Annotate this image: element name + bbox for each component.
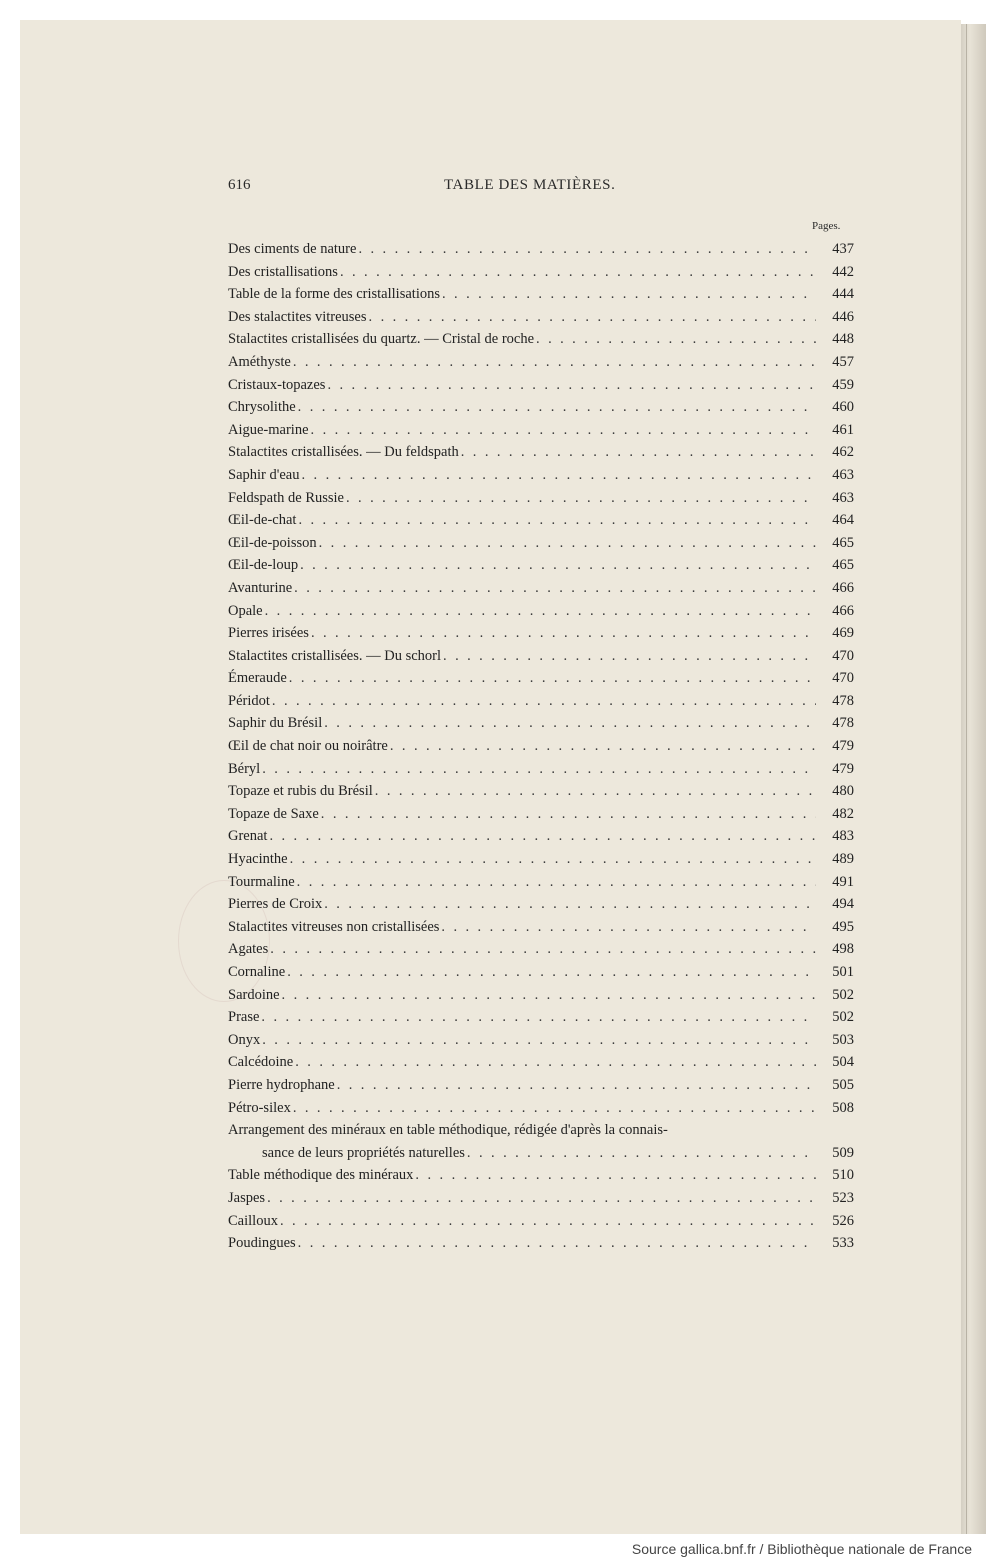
dot-leader [536,328,816,351]
toc-entry-page: 501 [832,964,854,980]
toc-entry-title: Stalactites cristallisées. — Du feldspath [228,444,459,461]
toc-entry-title: Stalactites vitreuses non cristallisées [228,918,440,935]
toc-entry-page: 448 [832,331,854,348]
dot-leader [293,1097,816,1120]
toc-entry-page: 461 [832,421,854,438]
toc-entry [228,984,854,1007]
toc-entry-title: Sardoine [228,986,280,1003]
toc-entry-page: 495 [832,918,854,935]
toc-entry-page: 459 [832,376,854,393]
toc-entry-page: 446 [832,308,854,325]
toc-entry-title: Feldspath de Russie [228,489,344,506]
dot-leader [340,261,816,284]
page-number: 616 [228,177,251,193]
toc-entry-title: Jaspes [228,1189,266,1206]
toc-entry [228,712,854,735]
dot-leader [269,825,816,848]
toc-entry-page: 469 [832,625,854,642]
toc-entry-title: Tourmaline [228,873,295,890]
toc-entry [228,893,854,916]
toc-entry-page: 482 [832,805,854,822]
dot-leader [324,893,816,916]
page-fold-line [966,24,967,1534]
toc-entry-title: Cristaux-topazes [228,376,326,393]
pages-column-label: Pages. [812,220,841,232]
toc-entry-title: Péridot [228,692,270,709]
toc-entry-title: Des stalactites vitreuses [228,308,367,325]
toc-entry-title: Améthyste [228,353,291,370]
toc-entry-page: 509 [832,1144,854,1161]
dot-leader [337,1074,816,1097]
dot-leader [293,351,816,374]
toc-entry [228,1097,854,1120]
toc-entry [228,1029,854,1052]
toc-entry [228,916,854,939]
toc-entry-page: 466 [832,579,854,596]
toc-entry [228,871,854,894]
toc-entry-title: Opale [228,602,263,619]
dot-leader [262,758,816,781]
toc-entry-title: Œil-de-loup [228,557,299,574]
toc-entry [228,690,854,713]
toc-entry-title: Œil-de-chat [228,512,297,529]
toc-entry-page: 510 [832,1167,854,1184]
toc-entry [228,487,854,510]
toc-entry-page: 489 [832,851,854,868]
page-header [228,177,854,203]
toc-entry-page: 478 [832,715,854,732]
toc-entry-page: 508 [832,1099,854,1116]
toc-entry-title: Pierres irisées [228,625,309,642]
toc-entry [228,961,854,984]
toc-entry-page: 457 [832,353,854,370]
toc-entry [228,622,854,645]
toc-entry-page: 462 [832,444,854,461]
running-title: TABLE DES MATIÈRES. [444,177,616,193]
dot-leader [442,283,816,306]
toc-entry [228,1164,854,1187]
dot-leader [287,961,816,984]
toc-entry-page: 470 [832,647,854,664]
toc-entry-page: 494 [832,896,854,913]
dot-leader [297,871,816,894]
dot-leader [415,1164,816,1187]
toc-entry-title: Œil de chat noir ou noirâtre [228,738,388,755]
toc-entry [228,600,854,623]
dot-leader [298,396,816,419]
toc-entry [228,374,854,397]
toc-entry-page: 533 [832,1235,854,1252]
toc-entry [228,848,854,871]
toc-entry-title: Grenat [228,828,268,845]
toc-entry-title: Émeraude [228,670,287,687]
table-of-contents [228,238,854,1255]
toc-entry [228,441,854,464]
dot-leader [298,1232,816,1255]
toc-entry-page: 479 [832,738,854,755]
toc-entry [228,509,854,532]
dot-leader [311,419,816,442]
toc-entry-title: Hyacinthe [228,851,288,868]
dot-leader [461,441,816,464]
toc-entry-title: Pétro-silex [228,1099,291,1116]
toc-entry-page: 464 [832,512,854,529]
toc-entry-page: 498 [832,941,854,958]
toc-entry-page: 437 [832,241,854,257]
dot-leader [300,554,816,577]
dot-leader [346,487,816,510]
toc-entry-page: 470 [832,670,854,687]
toc-entry-title: Arrangement des minéraux en table méthodique, rédigée d'après la connais- [228,1122,668,1139]
toc-entry-title: Topaze et rubis du Brésil [228,783,373,800]
toc-entry-title: Cornaline [228,964,286,980]
toc-entry-title: Table de la forme des cristallisations [228,286,440,303]
toc-entry [228,1006,854,1029]
toc-entry [228,464,854,487]
dot-leader [272,690,816,713]
dot-leader [319,532,816,555]
dot-leader [262,1029,816,1052]
toc-entry-title: Des ciments de nature [228,241,357,257]
toc-entry-page: 503 [832,1031,854,1048]
toc-entry-title: Topaze de Saxe [228,805,319,822]
dot-leader [443,645,816,668]
toc-entry-page: 483 [832,828,854,845]
toc-entry-page: 465 [832,557,854,574]
toc-entry-title: Onyx [228,1031,261,1048]
toc-entry-page: 480 [832,783,854,800]
toc-entry [228,825,854,848]
toc-entry-page: 502 [832,986,854,1003]
dot-leader [358,238,816,261]
toc-entry-continuation [228,1142,854,1165]
toc-entry [228,1187,854,1210]
dot-leader [369,306,816,329]
toc-entry [228,1119,854,1142]
toc-entry [228,645,854,668]
dot-leader [321,803,816,826]
toc-entry-title: Cailloux [228,1212,278,1229]
dot-leader [375,780,816,803]
toc-entry-title: Avanturine [228,579,293,596]
toc-entry [228,419,854,442]
dot-leader [270,938,816,961]
toc-entry-page: 478 [832,692,854,709]
source-attribution: Source gallica.bnf.fr / Bibliothèque nationale de France [631,1541,972,1557]
toc-entry-title: Pierre hydrophane [228,1076,335,1093]
toc-entry-page: 479 [832,760,854,777]
toc-entry-page: 491 [832,873,854,890]
toc-entry-page: 504 [832,1054,854,1071]
toc-entry-page: 523 [832,1189,854,1206]
toc-entry [228,938,854,961]
toc-entry-page: 460 [832,399,854,416]
toc-entry-title: Saphir d'eau [228,466,300,483]
toc-entry [228,396,854,419]
toc-entry-page: 526 [832,1212,854,1229]
toc-entry-page: 444 [832,286,854,303]
toc-entry [228,1210,854,1233]
toc-entry [228,351,854,374]
toc-entry [228,306,854,329]
toc-entry-page: 463 [832,466,854,483]
toc-entry-title: Béryl [228,760,261,777]
dot-leader [298,509,816,532]
toc-entry-page: 442 [832,263,854,280]
toc-entry-title: Stalactites cristallisées du quartz. — Cristal de roche [228,331,535,348]
toc-entry-page: 502 [832,1009,854,1026]
toc-entry-page: 505 [832,1076,854,1093]
toc-entry-title: Œil-de-poisson [228,534,317,551]
dot-leader [301,464,816,487]
dot-leader [280,1210,816,1233]
toc-entry [228,803,854,826]
toc-entry [228,283,854,306]
toc-entry-title: Agates [228,941,269,958]
toc-entry [228,758,854,781]
dot-leader [311,622,816,645]
toc-entry [228,1051,854,1074]
toc-entry-title-continuation: sance de leurs propriétés naturelles [262,1144,465,1161]
toc-entry [228,1074,854,1097]
toc-entry-title: Pierres de Croix [228,896,323,913]
toc-entry [228,780,854,803]
dot-leader [390,735,816,758]
toc-entry [228,1232,854,1255]
toc-entry-page: 463 [832,489,854,506]
toc-entry-page: 465 [832,534,854,551]
toc-entry [228,238,854,261]
toc-entry-title: Table méthodique des minéraux [228,1167,414,1184]
dot-leader [295,1051,816,1074]
toc-entry-title: Chrysolithe [228,399,296,416]
dot-leader [290,848,816,871]
dot-leader [324,712,816,735]
toc-entry [228,532,854,555]
toc-entry-title: Aigue-marine [228,421,309,438]
book-spine-edge [961,24,986,1534]
toc-entry-title: Des cristallisations [228,263,338,280]
toc-entry-title: Poudingues [228,1235,296,1252]
toc-entry-title: Saphir du Brésil [228,715,323,732]
toc-entry-title: Calcédoine [228,1054,294,1071]
dot-leader [467,1142,816,1165]
dot-leader [267,1187,816,1210]
toc-entry [228,261,854,284]
toc-entry [228,667,854,690]
toc-entry-page: 466 [832,602,854,619]
toc-entry [228,735,854,758]
toc-entry-title: Prase [228,1009,260,1026]
dot-leader [282,984,816,1007]
dot-leader [327,374,816,397]
dot-leader [265,600,816,623]
toc-entry [228,328,854,351]
dot-leader [261,1006,816,1029]
dot-leader [441,916,816,939]
toc-entry [228,554,854,577]
dot-leader [289,667,816,690]
toc-entry-title: Stalactites cristallisées. — Du schorl [228,647,442,664]
dot-leader [294,577,816,600]
toc-entry [228,577,854,600]
